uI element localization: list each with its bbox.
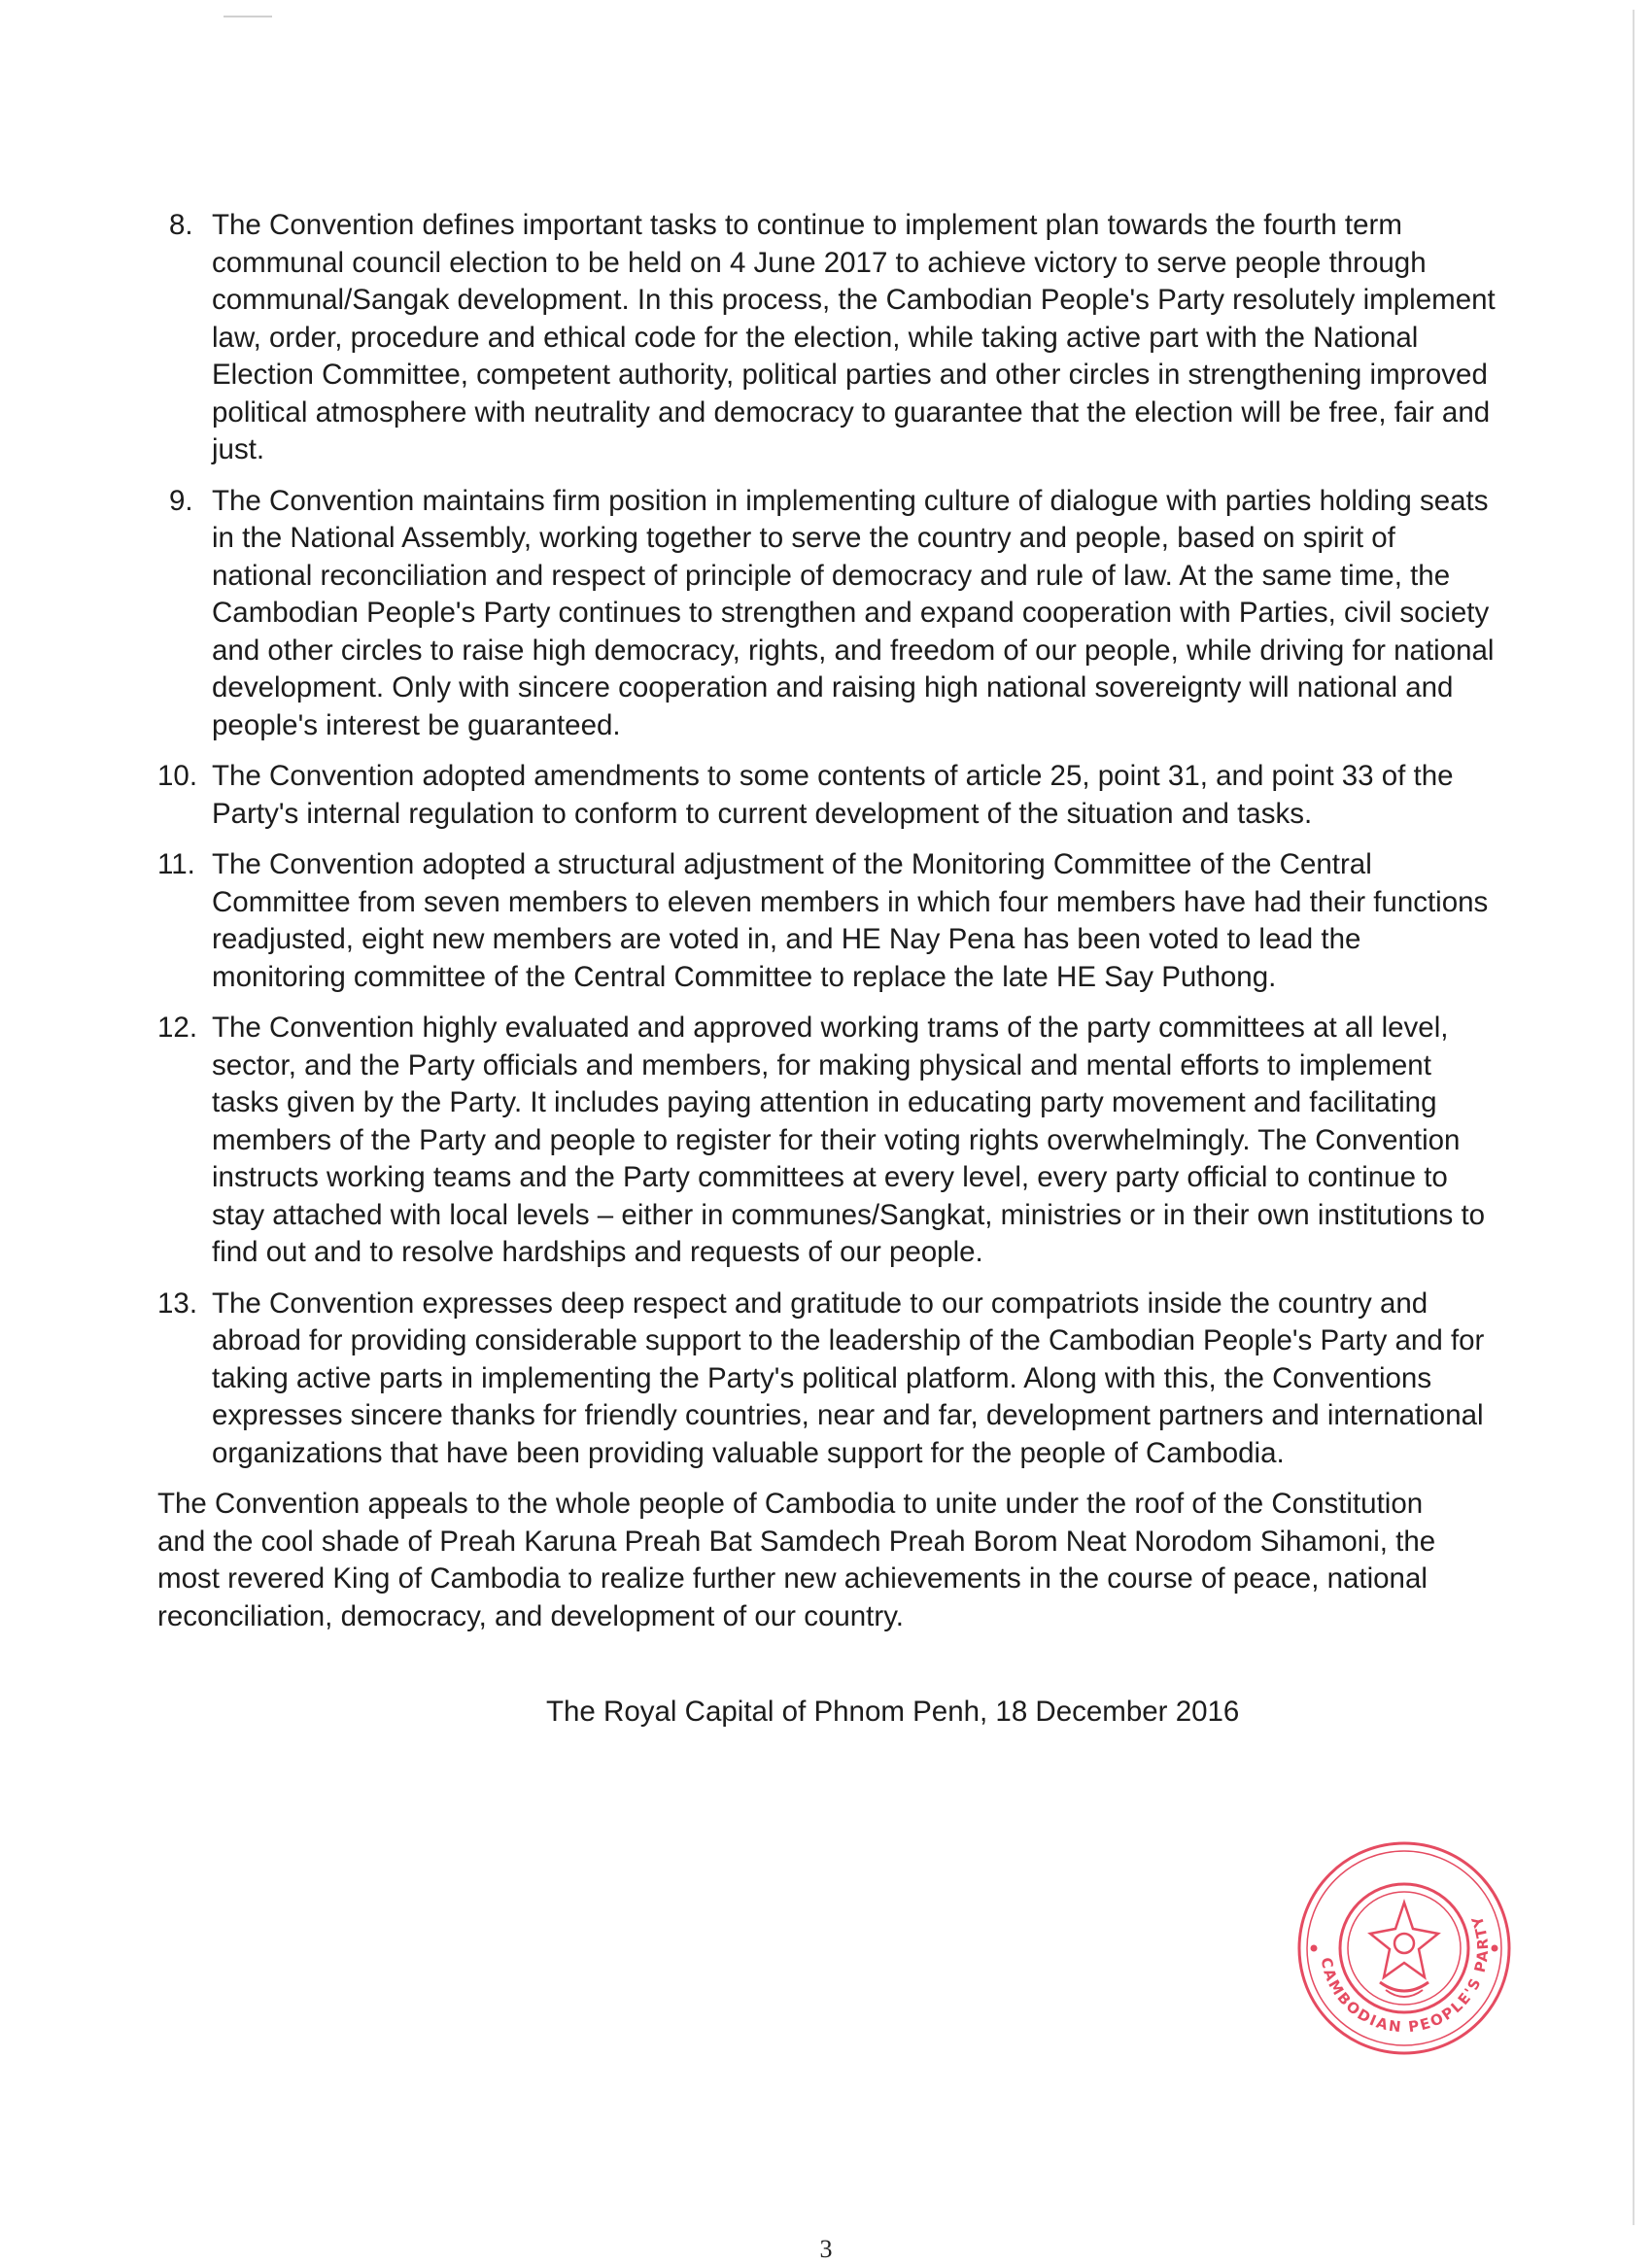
item-number: 12. [157,1012,198,1044]
item-number: 9. [169,484,193,517]
list-item [157,1286,1497,1473]
scan-artifact [224,16,272,17]
item-text: The Convention highly evaluated and approved working trams of the party committees at all level, sector, and the Party officials and members, for making physical and mental efforts to implement tasks given by the Party. It includes paying attention in educating party movement and facilitating members of the Party and people to register for their voting rights overwhelmingly. The Convention instructs working teams and the Party committees at every level, every party official to continue to stay attached with local levels – either in communes/Sangkat, ministries or in their own institutions to find out and to resolve hardships and requests of our people. [212,1012,1486,1268]
list-item [157,483,1497,745]
page-number: 3 [819,2235,833,2263]
resolution-list [157,207,1497,1472]
item-number: 8. [169,209,193,241]
item-text: The Convention expresses deep respect and gratitude to our compatriots inside the country and abroad for providing considerable support to the leadership of the Cambodian People's Party and for taking active parts in implementing the Party's political platform. Along with this, the Conventions expresses sincere thanks for friendly countries, near and far, development partners and international organizations that have been providing valuable support for the people of Cambodia. [212,1286,1485,1469]
list-item [157,758,1497,833]
seal-text [1318,1912,1493,2037]
item-text: The Convention adopted a structural adjustment of the Monitoring Committee of the Central Committee from seven members to eleven members in which four members have had their functions readjusted, eight new members are voted in, and HE Nay Pena has been voted to lead the monitoring committee of the Central Committee to replace the late HE Say Puthong. [212,848,1489,993]
seal-text-path: CAMBODIAN PEOPLE'S PARTY [1317,1911,1493,2037]
list-item [157,846,1497,996]
document-body [157,207,1497,1760]
place-date-line: The Royal Capital of Phnom Penh, 18 December 2016 [546,1696,1240,1728]
item-text: The Convention adopted amendments to some contents of article 25, point 31, and point 33 of the Party's internal regulation to conform to current development of the situation and tasks. [212,760,1454,830]
party-seal-stamp [1292,1836,1516,2060]
item-text: The Convention maintains firm position in implementing culture of dialogue with parties holding seats in the National Assembly, working together to serve the country and people, based on spirit of national reconciliation and respect of principle of democracy and rule of law. At the same time, the Cambodian People's Party continues to strengthen and expand cooperation with Parties, civil society and other circles to raise high democracy, rights, and freedom of our people, while driving for national development. Only with sincere cooperation and raising high national sovereignty will national and people's interest be guaranteed. [212,484,1495,741]
closing-paragraph: The Convention appeals to the whole people of Cambodia to unite under the roof of the Constitution and the cool shade of Preah Karuna Preah Bat Samdech Preah Borom Neat Norodom Sihamoni, the most revered King of Cambodia to realize further new achievements in the course of peace, national reconciliation, democracy, and development of our country. [157,1488,1436,1632]
item-text: The Convention defines important tasks to continue to implement plan towards the fourth term communal council election to be held on 4 June 2017 to achieve victory to serve people through communal/Sangak development. In this process, the Cambodian People's Party resolutely implement law, order, procedure and ethical code for the election, while taking active part with the National Election Committee, competent authority, political parties and other circles in strengthening improved political atmosphere with neutrality and democracy to guarantee that the election will be free, fair and just. [212,209,1496,465]
list-item [157,1010,1497,1272]
seal-graphic [1299,1843,1509,2053]
item-number: 10. [157,760,198,792]
scan-edge [1633,10,1635,2225]
item-number: 13. [157,1286,198,1320]
item-number: 11. [157,848,195,880]
list-item [157,207,1497,469]
